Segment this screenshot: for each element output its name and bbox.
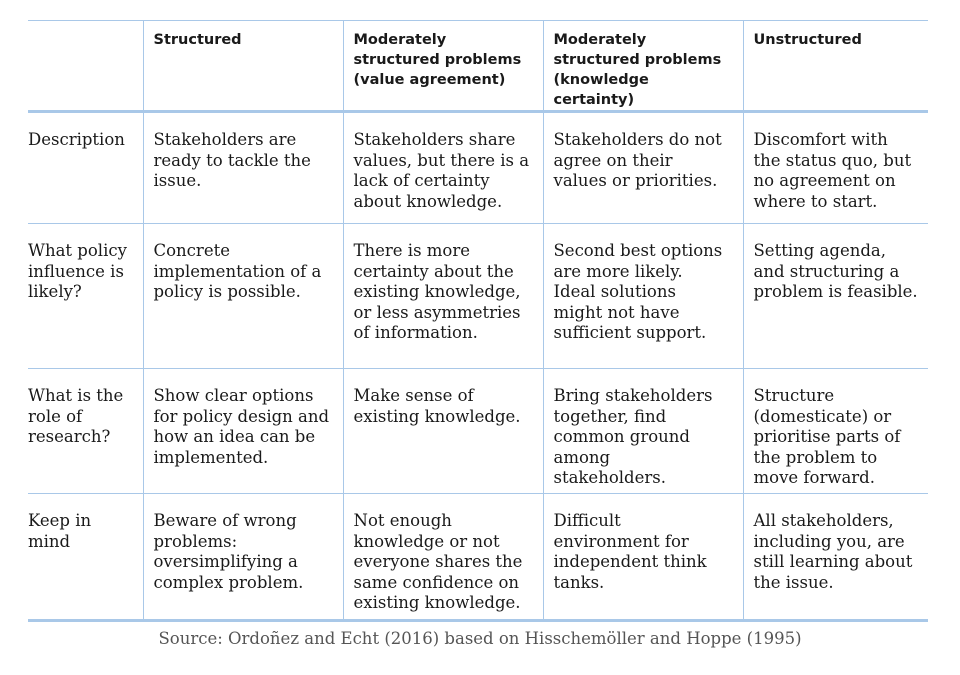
table-cell: Not enough knowledge or not everyone shares the same confidence on existing knowledge. [343,494,543,621]
table-row [28,494,928,621]
table-cell: Setting agenda, and structuring a problem is feasible. [743,224,928,369]
table-cell: All stakeholders, including you, are still learning about the issue. [743,494,928,621]
table-row [28,224,928,369]
table-cell: Stakeholders are ready to tackle the issue. [143,112,343,224]
table-cell: Discomfort with the status quo, but no agreement on where to start. [743,112,928,224]
table-cell: There is more certainty about the existing knowledge, or less asymmetries of information. [343,224,543,369]
table-cell: Beware of wrong problems: oversimplifying a complex problem. [143,494,343,621]
table-header-row [28,21,928,112]
row-label: What policy influence is likely? [28,241,127,301]
table-cell: Second best options are more likely. Ideal solutions might not have sufficient support. [543,224,743,369]
table-cell: Structure (domesticate) or prioritise parts of the problem to move forward. [743,369,928,494]
table-cell: Difficult environment for independent think tanks. [543,494,743,621]
header-moderately-knowledge-certainty: Moderately structured problems (knowledge certainty) [543,21,743,112]
table-cell: Stakeholders do not agree on their values or priorities. [543,112,743,224]
header-moderately-value-agreement: Moderately structured problems (value agreement) [343,21,543,112]
table-cell: Concrete implementation of a policy is possible. [143,224,343,369]
source-caption: Source: Ordoñez and Echt (2016) based on Hisschemöller and Hoppe (1995) [158,629,802,648]
table-cell: Make sense of existing knowledge. [343,369,543,494]
row-label: Description [28,130,125,149]
header-unstructured: Unstructured [743,21,928,112]
problem-typology-table [28,20,928,622]
header-structured: Structured [143,21,343,112]
row-label: What is the role of research? [28,386,124,446]
row-label: Keep in mind [28,511,92,551]
table-cell: Show clear options for policy design and how an idea can be implemented. [143,369,343,494]
header-corner [28,21,143,112]
table-row [28,112,928,224]
table-cell: Bring stakeholders together, find common ground among stakeholders. [543,369,743,494]
table-row [28,369,928,494]
problem-typology-table-container [28,20,928,622]
table-cell: Stakeholders share values, but there is a lack of certainty about knowledge. [343,112,543,224]
